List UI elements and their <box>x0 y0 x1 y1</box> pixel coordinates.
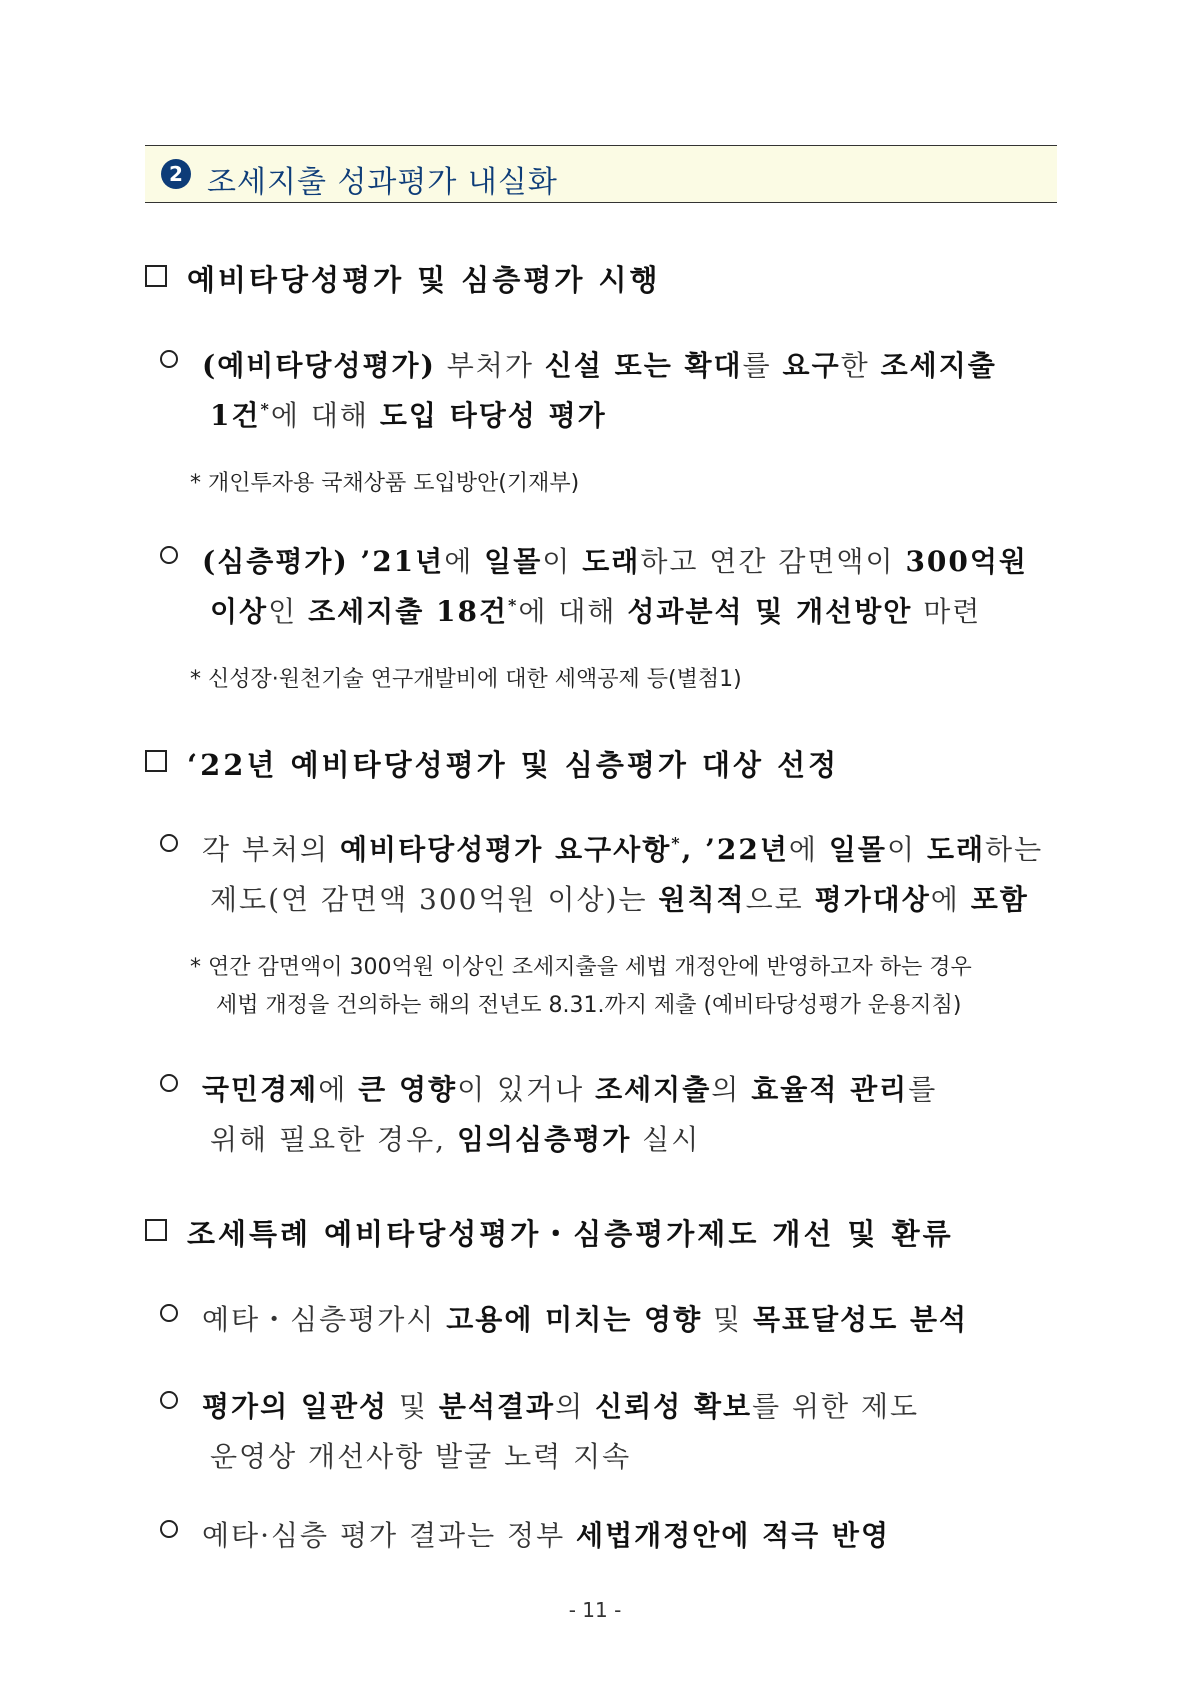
circle-bullet-icon <box>160 1074 178 1092</box>
footnote: * 연간 감면액이 300억원 이상인 조세지출을 세법 개정안에 반영하고자 하는 경우 <box>190 955 972 980</box>
circle-bullet-icon <box>160 350 178 368</box>
footnote-continuation: 세법 개정을 건의하는 해의 전년도 8.31.까지 제출 (예비타당성평가 운용지침) <box>216 993 962 1018</box>
circle-bullet-icon <box>160 1520 178 1538</box>
bullet-line: 평가의 일관성 및 분석결과의 신뢰성 확보를 위한 제도 <box>202 1390 920 1423</box>
bullet-line: 위해 필요한 경우, 임의심층평가 실시 <box>210 1123 701 1156</box>
checkbox-square-icon <box>145 750 167 772</box>
circle-bullet-icon <box>160 834 178 852</box>
bullet-line: (심층평가) ’21년에 일몰이 도래하고 연간 감면액이 300억원 <box>202 545 1028 578</box>
checklist-heading-text: ‘22년 예비타당성평가 및 심층평가 대상 선정 <box>187 748 840 782</box>
checkbox-square-icon <box>145 265 167 287</box>
page-number: - 11 - <box>568 1598 622 1622</box>
checklist-heading-text: 예비타당성평가 및 심층평가 시행 <box>187 263 661 297</box>
section-header <box>145 145 1057 203</box>
bullet-line: 예타·심층 평가 결과는 정부 세법개정안에 적극 반영 <box>202 1519 891 1552</box>
bullet-line: (예비타당성평가) 부처가 신설 또는 확대를 요구한 조세지출 <box>202 349 997 382</box>
bullet-line: 각 부처의 예비타당성평가 요구사항*, ’22년에 일몰이 도래하는 <box>202 833 1044 866</box>
bullet-line: 1건*에 대해 도입 타당성 평가 <box>210 399 607 432</box>
footnote: * 신성장·원천기술 연구개발비에 대한 세액공제 등(별첨1) <box>190 667 742 692</box>
bullet-line: 예타・심층평가시 고용에 미치는 영향 및 목표달성도 분석 <box>202 1303 969 1336</box>
section-number-badge: 2 <box>161 159 191 189</box>
bullet-line: 제도(연 감면액 300억원 이상)는 원칙적으로 평가대상에 포함 <box>210 883 1029 916</box>
circle-bullet-icon <box>160 1304 178 1322</box>
bullet-line: 운영상 개선사항 발굴 노력 지속 <box>210 1440 632 1473</box>
circle-bullet-icon <box>160 546 178 564</box>
footnote: * 개인투자용 국채상품 도입방안(기재부) <box>190 471 580 496</box>
circle-bullet-icon <box>160 1391 178 1409</box>
checkbox-square-icon <box>145 1219 167 1241</box>
bullet-line: 이상인 조세지출 18건*에 대해 성과분석 및 개선방안 마련 <box>210 595 982 628</box>
section-title: 조세지출 성과평가 내실화 <box>207 165 558 200</box>
checklist-heading-text: 조세특례 예비타당성평가・심층평가제도 개선 및 환류 <box>187 1217 954 1251</box>
bullet-line: 국민경제에 큰 영향이 있거나 조세지출의 효율적 관리를 <box>202 1073 938 1106</box>
